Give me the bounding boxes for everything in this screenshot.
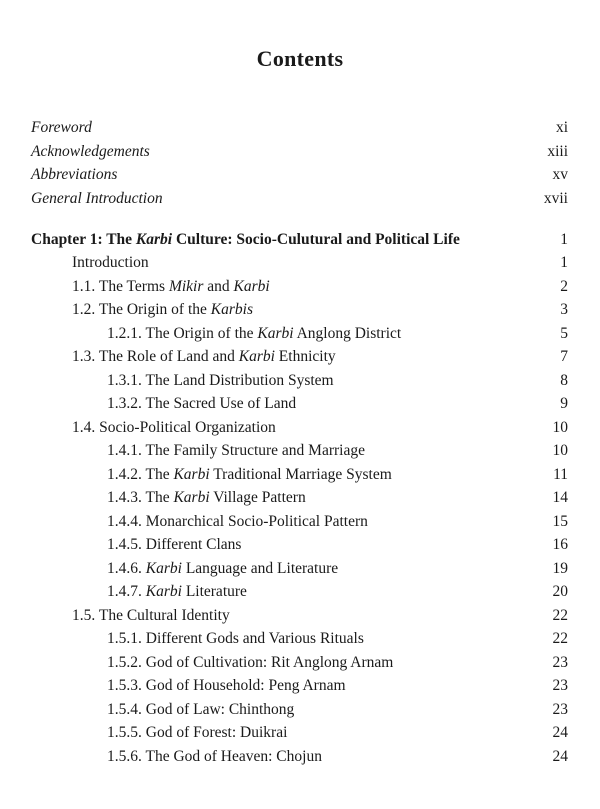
toc-entry-title-pre: 1.2. The Origin of the — [72, 301, 211, 318]
toc-entry — [0, 323, 600, 345]
toc-entry-title-em: Karbi — [173, 489, 210, 506]
toc-entry — [0, 581, 600, 603]
toc-entry — [0, 252, 600, 274]
toc-entry-title-pre: 1.5.2. God of Cultivation: Rit Anglong Arnam — [107, 653, 394, 671]
toc-entry-title — [107, 370, 334, 392]
front-matter-item — [0, 164, 600, 186]
toc-entry-title — [107, 323, 401, 345]
toc-entry-title-pre: 1.5.5. God of Forest: Duikrai — [107, 724, 288, 741]
toc-entry — [0, 558, 600, 580]
toc-entry-title-pre: 1.4.5. Different Clans — [107, 536, 242, 553]
toc-entry-title — [107, 440, 365, 462]
toc-entry-page-number: 14 — [552, 489, 568, 506]
toc-entry-title — [107, 699, 294, 721]
toc-entry-title-post: Language and Literature — [181, 559, 339, 577]
toc-entry — [0, 417, 600, 439]
chapter-heading — [0, 229, 600, 251]
toc-entry — [0, 675, 600, 697]
toc-entry-page-number: 23 — [552, 677, 568, 694]
toc-entry — [0, 393, 600, 415]
toc-entry-title — [107, 511, 368, 533]
toc-entry-title — [72, 276, 270, 298]
toc-entry-title — [72, 252, 149, 274]
toc-entry-title — [107, 722, 287, 744]
toc-entry-title-pre: 1.5.4. God of Law: Chinthong — [107, 700, 295, 718]
toc-entry-title-pre: 1.5.3. God of Household: Peng Arnam — [107, 677, 346, 694]
toc-entry-page-number: 19 — [552, 559, 568, 577]
front-matter-page-number: xvii — [543, 190, 568, 207]
toc-entry — [0, 605, 600, 627]
chapter-title — [31, 229, 460, 251]
toc-entry-title-em: Mikir — [168, 277, 204, 295]
front-matter-item — [0, 141, 600, 163]
front-matter-page-number: xv — [552, 166, 568, 183]
toc-entry-title-pre: 1.5.6. The God of Heaven: Chojun — [107, 747, 322, 765]
toc-entry — [0, 464, 600, 486]
toc-entry-page-number: 24 — [552, 724, 568, 741]
toc-entry — [0, 511, 600, 533]
chapter-title-pre: Chapter 1: The — [31, 231, 136, 248]
toc-entry-title-em: Karbi — [238, 348, 275, 365]
toc-entry-title-pre: 1.5.1. Different Gods and Various Rituals — [107, 630, 364, 647]
toc-entry-title — [107, 652, 393, 674]
toc-entry-page-number: 20 — [552, 583, 568, 600]
toc-entry-title-pre: 1.4.6. — [107, 559, 146, 577]
chapter-title-em: Karbi — [135, 231, 173, 248]
toc-entry-title — [107, 558, 338, 580]
toc-entry-title-pre: 1.4.7. — [107, 583, 146, 600]
toc-entry-page-number: 8 — [560, 371, 568, 389]
toc-entry-page-number: 9 — [560, 395, 568, 412]
toc-entry-title-em: Karbi — [145, 559, 182, 577]
toc-entry-page-number: 1 — [560, 254, 568, 271]
toc-entry-title-pre: 1.3.1. The Land Distribution System — [107, 371, 334, 389]
toc-entry — [0, 652, 600, 674]
toc-entry-page-number: 15 — [552, 512, 568, 530]
toc-entry-title-em: Karbis — [210, 301, 253, 318]
front-matter-label: Acknowledgements — [31, 143, 150, 160]
toc-entry-page-number: 7 — [560, 348, 568, 365]
toc-entry — [0, 534, 600, 556]
toc-entry-title — [72, 346, 336, 368]
toc-entry-title-pre: 1.3.2. The Sacred Use of Land — [107, 395, 297, 412]
front-matter-page-number: xi — [555, 119, 568, 136]
front-matter-label: Abbreviations — [31, 166, 118, 183]
toc-entry-title-pre: Introduction — [72, 254, 149, 271]
toc-entry-title — [72, 417, 276, 439]
toc-entry-page-number: 23 — [552, 653, 568, 671]
toc-entry-title-pre: 1.4.2. The — [107, 465, 174, 483]
front-matter-label: Foreword — [31, 119, 92, 136]
toc-entry-page-number: 22 — [552, 630, 568, 647]
toc-entry-page-number: 2 — [560, 277, 568, 295]
toc-entry-title-post: Traditional Marriage System — [209, 465, 392, 483]
toc-entry — [0, 746, 600, 768]
front-matter-item — [0, 188, 600, 210]
toc-entry-page-number: 24 — [552, 747, 568, 765]
toc-entry-title-post: Village Pattern — [209, 489, 306, 506]
toc-entry-page-number: 10 — [552, 418, 568, 436]
chapter-title-post: Culture: Socio-Culutural and Political Life — [172, 231, 460, 248]
toc-entry — [0, 628, 600, 650]
toc-entry-title-post: Literature — [181, 583, 247, 600]
toc-entry-title — [107, 746, 322, 768]
toc-entry-title-pre: 1.4.3. The — [107, 489, 174, 506]
toc-entry-title — [107, 534, 241, 556]
toc-entry-title — [107, 393, 296, 415]
chapter-page-number: 1 — [560, 231, 568, 248]
toc-entry-page-number: 5 — [560, 324, 568, 342]
toc-entry-page-number: 23 — [552, 700, 568, 718]
front-matter-page-number: xiii — [547, 143, 568, 160]
toc-entry — [0, 370, 600, 392]
toc-entry-title — [107, 628, 364, 650]
toc-entry-title-pre: 1.5. The Cultural Identity — [72, 606, 230, 624]
toc-entry-title-post: Anglong District — [293, 324, 402, 342]
toc-entry-title — [72, 605, 230, 627]
toc-entry-title-pre: 1.4.4. Monarchical Socio-Political Pattern — [107, 512, 368, 530]
toc-entry — [0, 346, 600, 368]
toc-entry-title — [72, 299, 253, 321]
front-matter-label: General Introduction — [31, 190, 163, 207]
toc-entry — [0, 487, 600, 509]
toc-entry — [0, 299, 600, 321]
toc-entry-page-number: 3 — [560, 301, 568, 318]
toc-entry-title-pre: 1.1. The Terms — [72, 277, 169, 295]
toc-entry-title-pre: 1.4.1. The Family Structure and Marriage — [107, 442, 365, 459]
toc-entry-page-number: 16 — [552, 536, 568, 553]
front-matter-item — [0, 117, 600, 139]
toc-entry-title-post: and — [203, 277, 234, 295]
toc-entry-title-pre: 1.4. Socio-Political Organization — [72, 418, 276, 436]
toc-entry-title — [107, 487, 306, 509]
toc-entry-title-em: Karbi — [173, 465, 210, 483]
toc-entry — [0, 276, 600, 298]
toc-entry-title-pre: 1.3. The Role of Land and — [72, 348, 239, 365]
toc-entry — [0, 699, 600, 721]
toc-entry-title-em: Karbi — [145, 583, 182, 600]
toc-entry — [0, 722, 600, 744]
toc-entry-title-em2: Karbi — [233, 277, 270, 295]
toc-entry-page-number: 11 — [553, 465, 568, 483]
toc-entry-title-em: Karbi — [257, 324, 294, 342]
toc-entry-page-number: 22 — [552, 606, 568, 624]
toc-entry-title-pre: 1.2.1. The Origin of the — [107, 324, 258, 342]
toc-entry-title — [107, 675, 346, 697]
toc-entry — [0, 440, 600, 462]
toc-entry-page-number: 10 — [552, 442, 568, 459]
toc-entry-title-post: Ethnicity — [274, 348, 336, 365]
toc-entry-title — [107, 581, 247, 603]
page-title: Contents — [256, 46, 344, 71]
toc-entry-title — [107, 464, 392, 486]
